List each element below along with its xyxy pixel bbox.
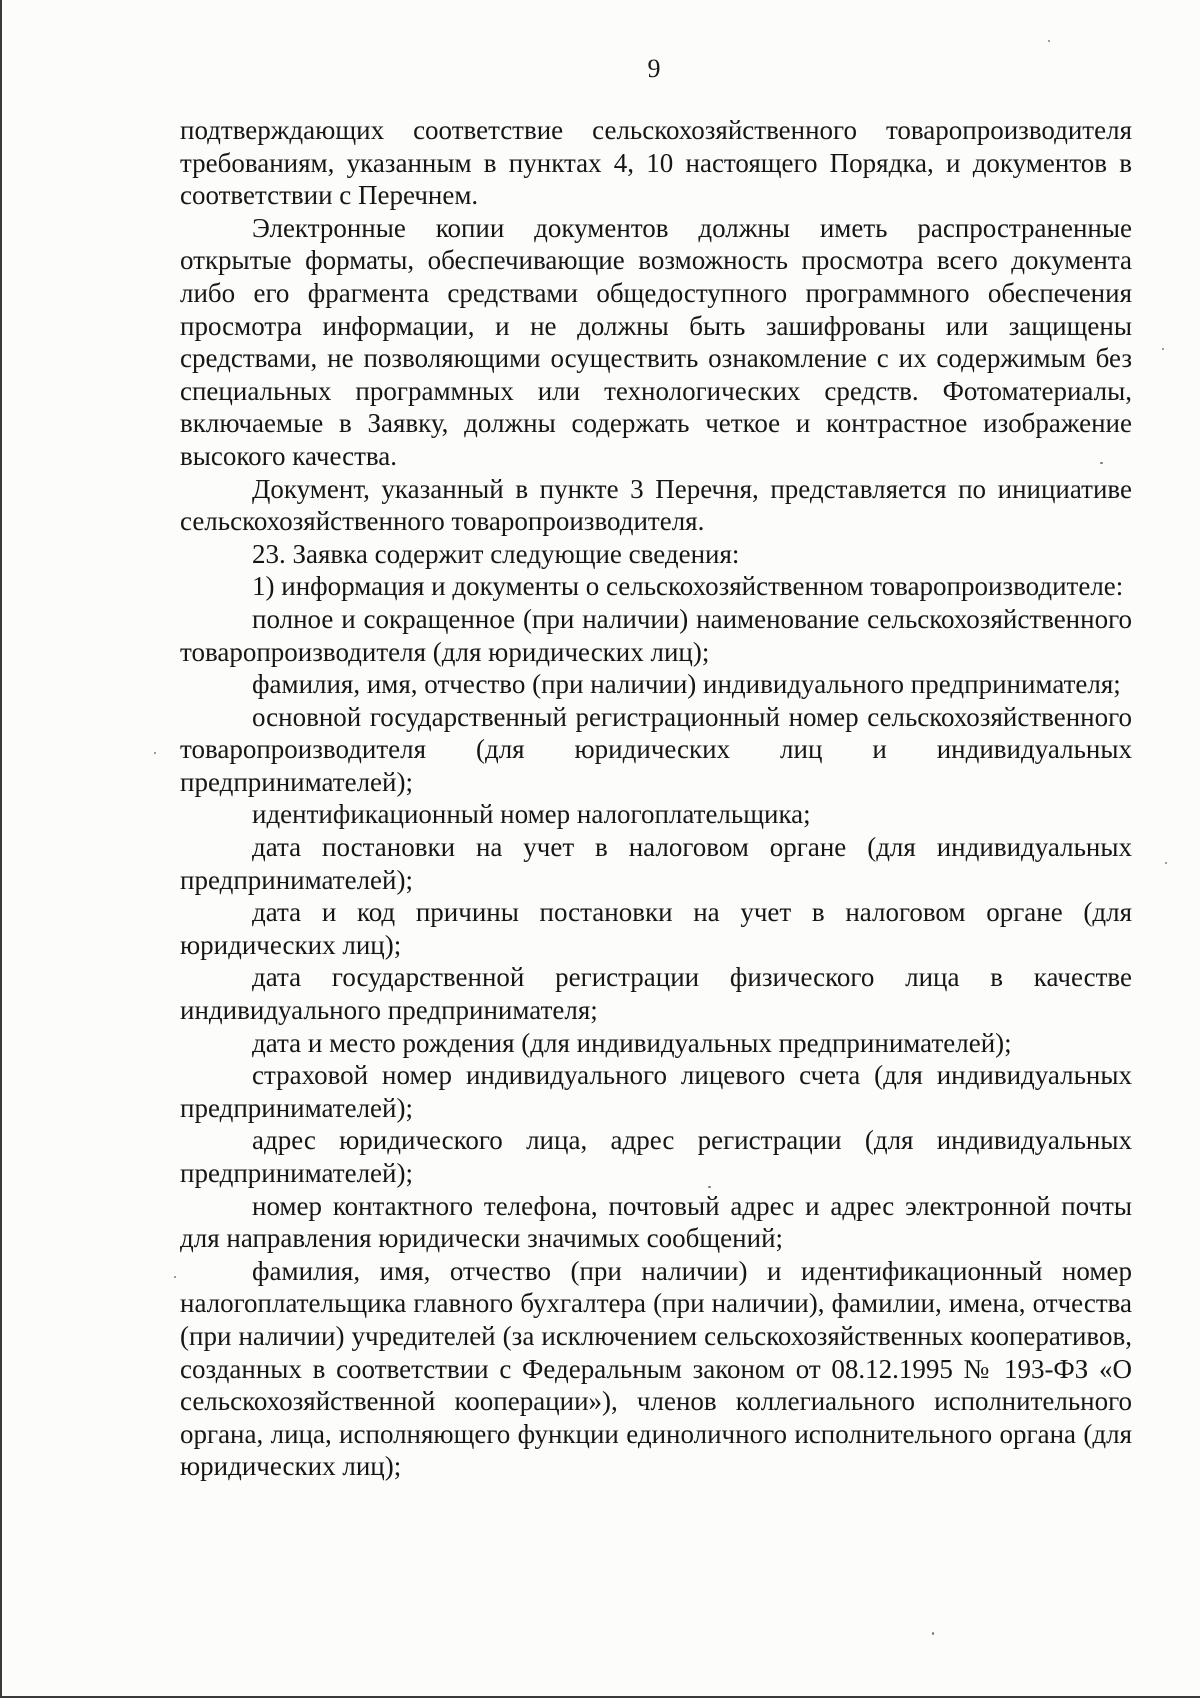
scan-speck (1100, 462, 1103, 464)
scan-speck (1165, 862, 1167, 864)
scan-speck (154, 752, 156, 754)
list-item-surname: фамилия, имя, отчество (при наличии) индивидуального предпринимателя; (252, 669, 1121, 700)
list-item-registration-date-ip: дата постановки на учет в налоговом органе (для индивидуальных предпринимателей); (180, 832, 1132, 895)
scan-speck (1048, 40, 1050, 42)
paragraph-document-item-3: Документ, указанный в пункте 3 Перечня, представляется по инициативе сельскохозяйственного товаропроизводителя. (180, 473, 1132, 537)
list-item-state-registration-date: дата государственной регистрации физического лица в качестве индивидуального предпринимателя; (180, 962, 1132, 1026)
page-number: 9 (647, 54, 661, 83)
clause-23-heading: 23. Заявка содержит следующие сведения: (252, 538, 740, 569)
paragraph-electronic-copies: Электронные копии документов должны иметь распространенные открытые форматы, обеспечивающие возможность просмотра всего документа либо его фрагмента средствами общедоступного программного обеспечения просмотра информации, и не должны быть зашифрованы или защищены средствами, не позволяющими осуществить ознакомление с их содержимым без специальных программных или технологических средств. Фотоматериалы, включаемые в Заявку, должны содержать четкое и контрастное изображение высокого качества. (180, 212, 1132, 471)
list-item-ogrn: основной государственный регистрационный номер сельскохозяйственного товаропроизводителя (для юридических лиц и индивидуальных предпринимателей); (180, 701, 1132, 797)
list-item-inn: идентификационный номер налогоплательщика; (252, 799, 811, 830)
list-item-birth-date-place: дата и место рождения (для индивидуальных предпринимателей); (252, 1027, 1012, 1058)
scan-speck (708, 1186, 711, 1188)
list-item-contacts: номер контактного телефона, почтовый адрес и адрес электронной почты для направления юридически значимых сообщений; (180, 1190, 1132, 1254)
list-item-snils: страховой номер индивидуального лицевого счета (для индивидуальных предпринимателей); (180, 1060, 1132, 1123)
list-item-full-name: полное и сокращенное (при наличии) наименование сельскохозяйственного товаропроизводителя (для юридических лиц); (180, 603, 1132, 667)
list-item-kpp: дата и код причины постановки на учет в налоговом органе (для юридических лиц); (180, 897, 1132, 960)
paragraph-continuation: подтверждающих соответствие сельскохозяйственного товаропроизводителя требованиям, указанным в пунктах 4, 10 настоящего Порядка, и документов в соответствии с Перечнем. (180, 115, 1132, 211)
subclause-1-heading: 1) информация и документы о сельскохозяйственном товаропроизводителе: (252, 571, 1124, 602)
scan-speck (932, 1632, 934, 1635)
document-body (180, 114, 1132, 1483)
list-item-address: адрес юридического лица, адрес регистрации (для индивидуальных предпринимателей); (180, 1125, 1132, 1188)
scan-speck (174, 1276, 176, 1278)
scan-speck (1162, 348, 1164, 350)
list-item-officers: фамилия, имя, отчество (при наличии) и идентификационный номер налогоплательщика главного бухгалтера (при наличии), фамилии, имена, отчества (при наличии) учредителей (за исключением сельскохозяйственных кооперативов, созданных в соответствии с Федеральным законом от 08.12.1995 № 193-ФЗ «О сельскохозяйственной кооперации»), членов коллегиального исполнительного органа, лица, исполняющего функции единоличного исполнительного органа (для юридических лиц); (180, 1255, 1132, 1482)
